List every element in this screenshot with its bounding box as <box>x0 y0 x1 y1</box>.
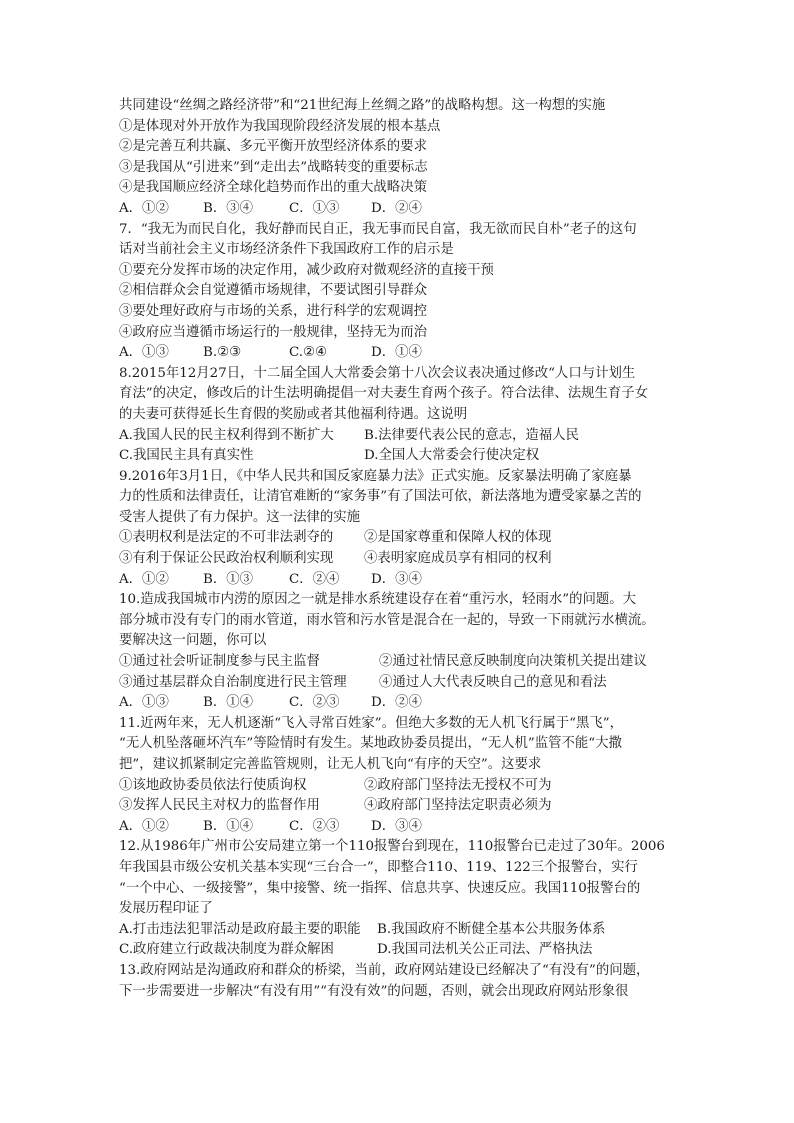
option-d: D．②④ <box>371 695 422 711</box>
question-stem: 育法”的决定，修改后的计生法明确提倡一对夫妻生育两个孩子。符合法律、法规生育子女 <box>119 386 649 402</box>
statement-1: ①表明权利是法定的不可非法剥夺的 <box>119 530 334 546</box>
statement-4: ④表明家庭成员享有相同的权利 <box>364 551 552 567</box>
option-b: B．①④ <box>203 818 254 834</box>
question-stem: 部分城市没有专门的雨水管道，雨水管和污水管是混合在一起的，导致一下雨就污水横流。 <box>119 612 655 628</box>
answer-options <box>119 199 679 220</box>
question-stem: 13.政府网站是沟通政府和群众的桥梁，当前，政府网站建设已经解决了“有没有”的问题， <box>119 962 650 978</box>
question-stem: 9.2016年3月1日，《中华人民共和国反家庭暴力法》正式实施。反家暴法明确了家庭暴 <box>119 468 632 484</box>
statements-row <box>119 652 679 673</box>
option-c: C．②④ <box>289 571 340 587</box>
option-b: B．①③ <box>203 571 254 587</box>
question-6-continuation <box>119 96 679 220</box>
statement-2: ②通过社情民意反映制度向决策机关提出建议 <box>379 654 647 670</box>
exam-page <box>119 96 679 1002</box>
option-c: C.我国民主具有真实性 <box>119 448 254 464</box>
statement-4: ④是我国顺应经济全球化趋势而作出的重大战略决策 <box>119 180 427 196</box>
statement-4: ④政府应当遵循市场运行的一般规律，坚持无为而治 <box>119 324 427 340</box>
option-b: B．①④ <box>203 695 254 711</box>
answer-options <box>119 693 679 714</box>
statement-1: ①是体现对外开放作为我国现阶段经济发展的根本基点 <box>119 118 441 134</box>
question-stem: 话对当前社会主义市场经济条件下我国政府工作的启示是 <box>119 242 454 258</box>
option-a: A．①② <box>119 818 169 834</box>
option-a: A．①③ <box>119 695 169 711</box>
option-a: A．①② <box>119 200 169 216</box>
option-d: D．③④ <box>371 818 422 834</box>
question-7 <box>119 220 679 364</box>
statement-2: ②是国家尊重和保障人权的体现 <box>364 530 552 546</box>
option-c: C．①③ <box>289 200 340 216</box>
option-b: B.我国政府不断健全基本公共服务体系 <box>377 921 606 937</box>
option-c: C．②③ <box>289 818 340 834</box>
option-d: D.我国司法机关公正司法、严格执法 <box>377 942 593 958</box>
option-d: D.全国人大常委会行使决定权 <box>364 448 540 464</box>
answer-options <box>119 343 679 364</box>
option-d: D．③④ <box>371 571 422 587</box>
option-a: A．①② <box>119 571 169 587</box>
answer-options <box>119 817 679 838</box>
option-d: D．②④ <box>371 200 422 216</box>
option-b: B.②③ <box>203 345 242 361</box>
question-stem: 年我国县市级公安机关基本实现“三台合一”，即整合110、119、122三个报警台，实行 <box>119 859 638 875</box>
question-10 <box>119 590 679 714</box>
statement-1: ①该地政协委员依法行使质询权 <box>119 777 307 793</box>
question-stem: 力的性质和法律责任，让清官难断的“家务事”有了国法可依，新法落地为遭受家暴之苦的 <box>119 489 642 505</box>
answer-options-row <box>119 446 679 467</box>
question-stem: “一个中心、一级接警”，集中接警、统一指挥、信息共享、快速反应。我国110报警台的 <box>119 880 641 896</box>
option-a: A.我国人民的民主权利得到不断扩大 <box>119 427 334 443</box>
answer-options-row <box>119 920 679 941</box>
answer-options-row <box>119 940 679 961</box>
question-stem: 下一步需要进一步解决“有没有用”“有没有效”的问题，否则，就会出现政府网站形象很 <box>119 983 629 999</box>
question-stem: 11.近两年来，无人机逐渐“飞入寻常百姓家”。但绝大多数的无人机飞行属于“黑飞”， <box>119 715 623 731</box>
statement-3: ③是我国从“引进来”到“走出去”战略转变的重要标志 <box>119 159 428 175</box>
question-stem: 共同建设“丝绸之路经济带”和“21世纪海上丝绸之路”的战略构想。这一构想的实施 <box>119 98 606 113</box>
question-stem: 把”，建议抓紧制定完善监管规则，让无人机飞向“有序的天空”。这要求 <box>119 757 542 772</box>
statements-row <box>119 673 679 694</box>
option-c: C．②③ <box>289 695 340 711</box>
question-stem: “无人机坠落砸坏汽车”等险情时有发生。某地政协委员提出，“无人机”监管不能“大撒 <box>119 736 622 752</box>
option-c: C.政府建立行政裁决制度为群众解困 <box>119 942 334 958</box>
question-stem: 受害人提供了有力保护。这一法律的实施 <box>119 509 361 525</box>
statements-row <box>119 549 679 570</box>
option-b: B．③④ <box>203 200 254 216</box>
question-12 <box>119 837 679 961</box>
statements-row <box>119 528 679 549</box>
statement-2: ②是完善互利共赢、多元平衡开放型经济体系的要求 <box>119 139 427 155</box>
statement-4: ④通过人大代表反映自己的意见和看法 <box>379 674 607 690</box>
option-a: A．①③ <box>119 345 169 361</box>
statement-3: ③有利于保证公民政治权利顺利实现 <box>119 551 334 567</box>
statement-2: ②相信群众会自觉遵循市场规律，不要试图引导群众 <box>119 283 427 299</box>
statement-3: ③发挥人民民主对权力的监督作用 <box>119 798 320 814</box>
question-stem: 12.从1986年广州市公安局建立第一个110报警台到现在，110报警台已走过了30年。2006 <box>119 839 665 855</box>
statements-row <box>119 776 679 797</box>
question-stem: 10.造成我国城市内涝的原因之一就是排水系统建设存在着“重污水，轻雨水”的问题。大 <box>119 592 637 608</box>
answer-options <box>119 570 679 591</box>
statement-3: ③要处理好政府与市场的关系，进行科学的宏观调控 <box>119 303 427 319</box>
statement-4: ④政府部门坚持法定职责必须为 <box>364 798 552 814</box>
option-c: C.②④ <box>289 345 328 361</box>
option-a: A.打击违法犯罪活动是政府最主要的职能 <box>119 921 361 937</box>
statement-1: ①要充分发挥市场的决定作用，减少政府对微观经济的直接干预 <box>119 262 494 278</box>
question-8 <box>119 364 679 467</box>
answer-options-row <box>119 426 679 447</box>
question-13 <box>119 961 679 1002</box>
question-stem: 8.2015年12月27日，十二届全国人大常委会第十八次会议表决通过修改“人口与计划生 <box>119 365 636 381</box>
statements-row <box>119 796 679 817</box>
question-9 <box>119 467 679 591</box>
statement-1: ①通过社会听证制度参与民主监督 <box>119 654 320 670</box>
question-stem: 发展历程印证了 <box>119 901 213 917</box>
question-stem: 的夫妻可获得延长生育假的奖励或者其他福利待遇。这说明 <box>119 406 468 422</box>
question-stem: 要解决这一问题，你可以 <box>119 633 267 649</box>
statement-3: ③通过基层群众自治制度进行民主管理 <box>119 674 347 690</box>
question-11 <box>119 714 679 838</box>
option-b: B.法律要代表公民的意志，造福人民 <box>364 427 579 443</box>
statement-2: ②政府部门坚持法无授权不可为 <box>364 777 552 793</box>
question-stem: 7．“我无为而民自化，我好静而民自正，我无事而民自富，我无欲而民自朴”老子的这句 <box>119 221 637 237</box>
option-d: D．①④ <box>371 345 422 361</box>
